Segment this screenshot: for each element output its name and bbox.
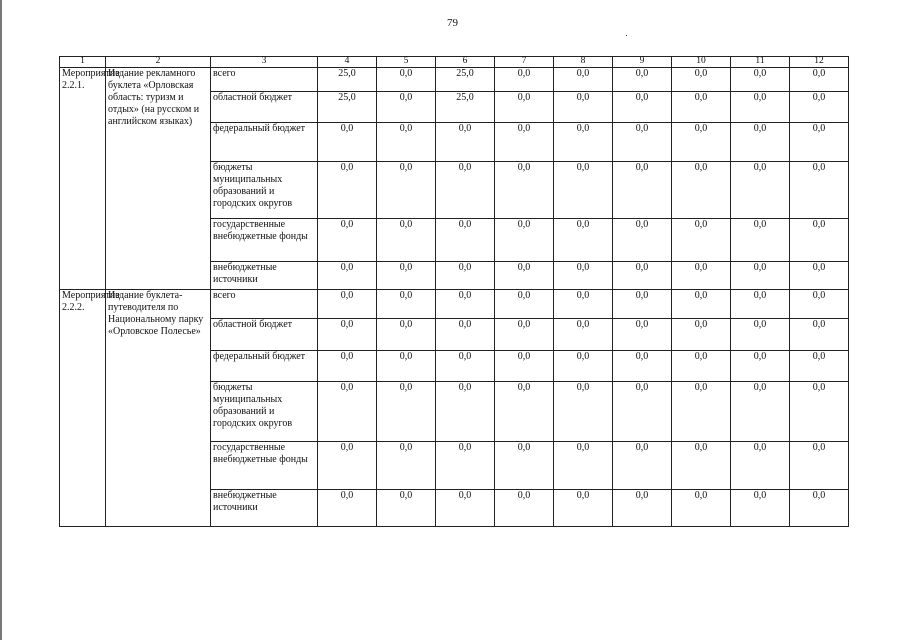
amount-cell: 0,0: [377, 162, 436, 219]
amount-cell: 0,0: [554, 262, 613, 290]
amount-cell: 0,0: [731, 290, 790, 319]
amount-cell: 0,0: [436, 162, 495, 219]
column-header-1: 1: [60, 57, 106, 68]
column-header-3: 3: [211, 57, 318, 68]
funding-source: внебюджетные источники: [211, 490, 318, 527]
amount-cell: 0,0: [436, 319, 495, 351]
table-row: [60, 290, 849, 319]
amount-cell: 0,0: [554, 382, 613, 442]
amount-cell: 0,0: [377, 123, 436, 162]
amount-cell: 0,0: [377, 490, 436, 527]
amount-cell: 0,0: [495, 319, 554, 351]
amount-cell: 0,0: [377, 92, 436, 123]
amount-cell: 0,0: [613, 442, 672, 490]
amount-cell: 0,0: [731, 442, 790, 490]
column-header-8: 8: [554, 57, 613, 68]
amount-cell: 0,0: [672, 92, 731, 123]
header-row: [60, 57, 849, 68]
scan-speck: [626, 35, 627, 36]
amount-cell: 0,0: [436, 490, 495, 527]
table-row: [60, 68, 849, 92]
amount-cell: 0,0: [613, 262, 672, 290]
amount-cell: 0,0: [436, 290, 495, 319]
amount-cell: 0,0: [554, 92, 613, 123]
amount-cell: 0,0: [613, 382, 672, 442]
amount-cell: 0,0: [554, 162, 613, 219]
amount-cell: 0,0: [436, 382, 495, 442]
amount-cell: 0,0: [554, 290, 613, 319]
amount-cell: 0,0: [731, 262, 790, 290]
funding-source: государственные внебюджетные фонды: [211, 219, 318, 262]
amount-cell: 0,0: [495, 442, 554, 490]
amount-cell: 0,0: [495, 262, 554, 290]
amount-cell: 0,0: [613, 162, 672, 219]
amount-cell: 0,0: [318, 319, 377, 351]
column-header-4: 4: [318, 57, 377, 68]
amount-cell: 0,0: [790, 382, 849, 442]
amount-cell: 0,0: [672, 219, 731, 262]
amount-cell: 0,0: [672, 123, 731, 162]
amount-cell: 0,0: [613, 123, 672, 162]
amount-cell: 0,0: [377, 442, 436, 490]
amount-cell: 0,0: [318, 219, 377, 262]
amount-cell: 0,0: [495, 290, 554, 319]
amount-cell: 0,0: [436, 262, 495, 290]
amount-cell: 0,0: [672, 68, 731, 92]
amount-cell: 0,0: [554, 319, 613, 351]
amount-cell: 0,0: [731, 490, 790, 527]
amount-cell: 0,0: [495, 382, 554, 442]
column-header-7: 7: [495, 57, 554, 68]
budget-table: [59, 56, 849, 527]
amount-cell: 0,0: [790, 262, 849, 290]
amount-cell: 0,0: [554, 219, 613, 262]
amount-cell: 0,0: [672, 319, 731, 351]
column-header-11: 11: [731, 57, 790, 68]
amount-cell: 0,0: [613, 351, 672, 382]
amount-cell: 0,0: [672, 290, 731, 319]
amount-cell: 0,0: [495, 490, 554, 527]
amount-cell: 0,0: [495, 162, 554, 219]
amount-cell: 0,0: [790, 351, 849, 382]
amount-cell: 0,0: [377, 382, 436, 442]
amount-cell: 0,0: [731, 351, 790, 382]
amount-cell: 0,0: [790, 162, 849, 219]
amount-cell: 0,0: [672, 162, 731, 219]
amount-cell: 0,0: [377, 290, 436, 319]
amount-cell: 0,0: [731, 162, 790, 219]
column-header-2: 2: [106, 57, 211, 68]
amount-cell: 0,0: [495, 219, 554, 262]
amount-cell: 0,0: [672, 262, 731, 290]
column-header-6: 6: [436, 57, 495, 68]
column-header-10: 10: [672, 57, 731, 68]
activity-title: Издание буклета-путеводителя по Национальному парку «Орловское Полесье»: [106, 290, 211, 527]
amount-cell: 0,0: [318, 351, 377, 382]
amount-cell: 0,0: [731, 68, 790, 92]
amount-cell: 0,0: [554, 68, 613, 92]
amount-cell: 0,0: [318, 123, 377, 162]
amount-cell: 0,0: [790, 490, 849, 527]
amount-cell: 0,0: [613, 490, 672, 527]
amount-cell: 0,0: [790, 442, 849, 490]
amount-cell: 0,0: [613, 92, 672, 123]
amount-cell: 0,0: [790, 123, 849, 162]
amount-cell: 0,0: [554, 442, 613, 490]
funding-source: бюджеты муниципальных образований и городских округов: [211, 162, 318, 219]
funding-source: областной бюджет: [211, 319, 318, 351]
amount-cell: 25,0: [318, 92, 377, 123]
amount-cell: 0,0: [318, 290, 377, 319]
amount-cell: 0,0: [613, 319, 672, 351]
amount-cell: 0,0: [318, 162, 377, 219]
amount-cell: 0,0: [672, 351, 731, 382]
amount-cell: 0,0: [790, 290, 849, 319]
table-body: [60, 68, 849, 527]
amount-cell: 0,0: [495, 123, 554, 162]
activity-code: Мероприятие 2.2.2.: [60, 290, 106, 527]
amount-cell: 0,0: [318, 262, 377, 290]
funding-source: всего: [211, 290, 318, 319]
column-header-12: 12: [790, 57, 849, 68]
amount-cell: 0,0: [613, 219, 672, 262]
amount-cell: 0,0: [790, 319, 849, 351]
amount-cell: 0,0: [436, 351, 495, 382]
amount-cell: 0,0: [318, 490, 377, 527]
amount-cell: 25,0: [318, 68, 377, 92]
amount-cell: 0,0: [731, 219, 790, 262]
amount-cell: 0,0: [377, 351, 436, 382]
amount-cell: 0,0: [495, 351, 554, 382]
table-header: [60, 57, 849, 68]
funding-source: государственные внебюджетные фонды: [211, 442, 318, 490]
page-left-edge: [0, 0, 2, 640]
funding-source: бюджеты муниципальных образований и городских округов: [211, 382, 318, 442]
page-number: 79: [447, 17, 458, 29]
funding-source: всего: [211, 68, 318, 92]
amount-cell: 0,0: [731, 92, 790, 123]
amount-cell: 0,0: [790, 219, 849, 262]
amount-cell: 0,0: [377, 262, 436, 290]
amount-cell: 0,0: [790, 68, 849, 92]
amount-cell: 0,0: [790, 92, 849, 123]
column-header-5: 5: [377, 57, 436, 68]
funding-source: федеральный бюджет: [211, 123, 318, 162]
activity-code: Мероприятие 2.2.1.: [60, 68, 106, 290]
funding-source: внебюджетные источники: [211, 262, 318, 290]
amount-cell: 0,0: [672, 382, 731, 442]
amount-cell: 0,0: [318, 382, 377, 442]
funding-source: федеральный бюджет: [211, 351, 318, 382]
amount-cell: 0,0: [731, 123, 790, 162]
amount-cell: 0,0: [731, 319, 790, 351]
amount-cell: 0,0: [377, 319, 436, 351]
amount-cell: 25,0: [436, 68, 495, 92]
amount-cell: 0,0: [731, 382, 790, 442]
amount-cell: 0,0: [613, 68, 672, 92]
amount-cell: 0,0: [436, 442, 495, 490]
amount-cell: 0,0: [495, 92, 554, 123]
activity-title: Издание рекламного буклета «Орловская область: туризм и отдых» (на русском и английском языках): [106, 68, 211, 290]
amount-cell: 0,0: [672, 442, 731, 490]
amount-cell: 0,0: [377, 219, 436, 262]
amount-cell: 0,0: [554, 490, 613, 527]
amount-cell: 0,0: [613, 290, 672, 319]
amount-cell: 0,0: [318, 442, 377, 490]
amount-cell: 0,0: [554, 351, 613, 382]
column-header-9: 9: [613, 57, 672, 68]
amount-cell: 0,0: [672, 490, 731, 527]
amount-cell: 0,0: [495, 68, 554, 92]
amount-cell: 25,0: [436, 92, 495, 123]
amount-cell: 0,0: [554, 123, 613, 162]
amount-cell: 0,0: [436, 123, 495, 162]
funding-source: областной бюджет: [211, 92, 318, 123]
amount-cell: 0,0: [377, 68, 436, 92]
amount-cell: 0,0: [436, 219, 495, 262]
